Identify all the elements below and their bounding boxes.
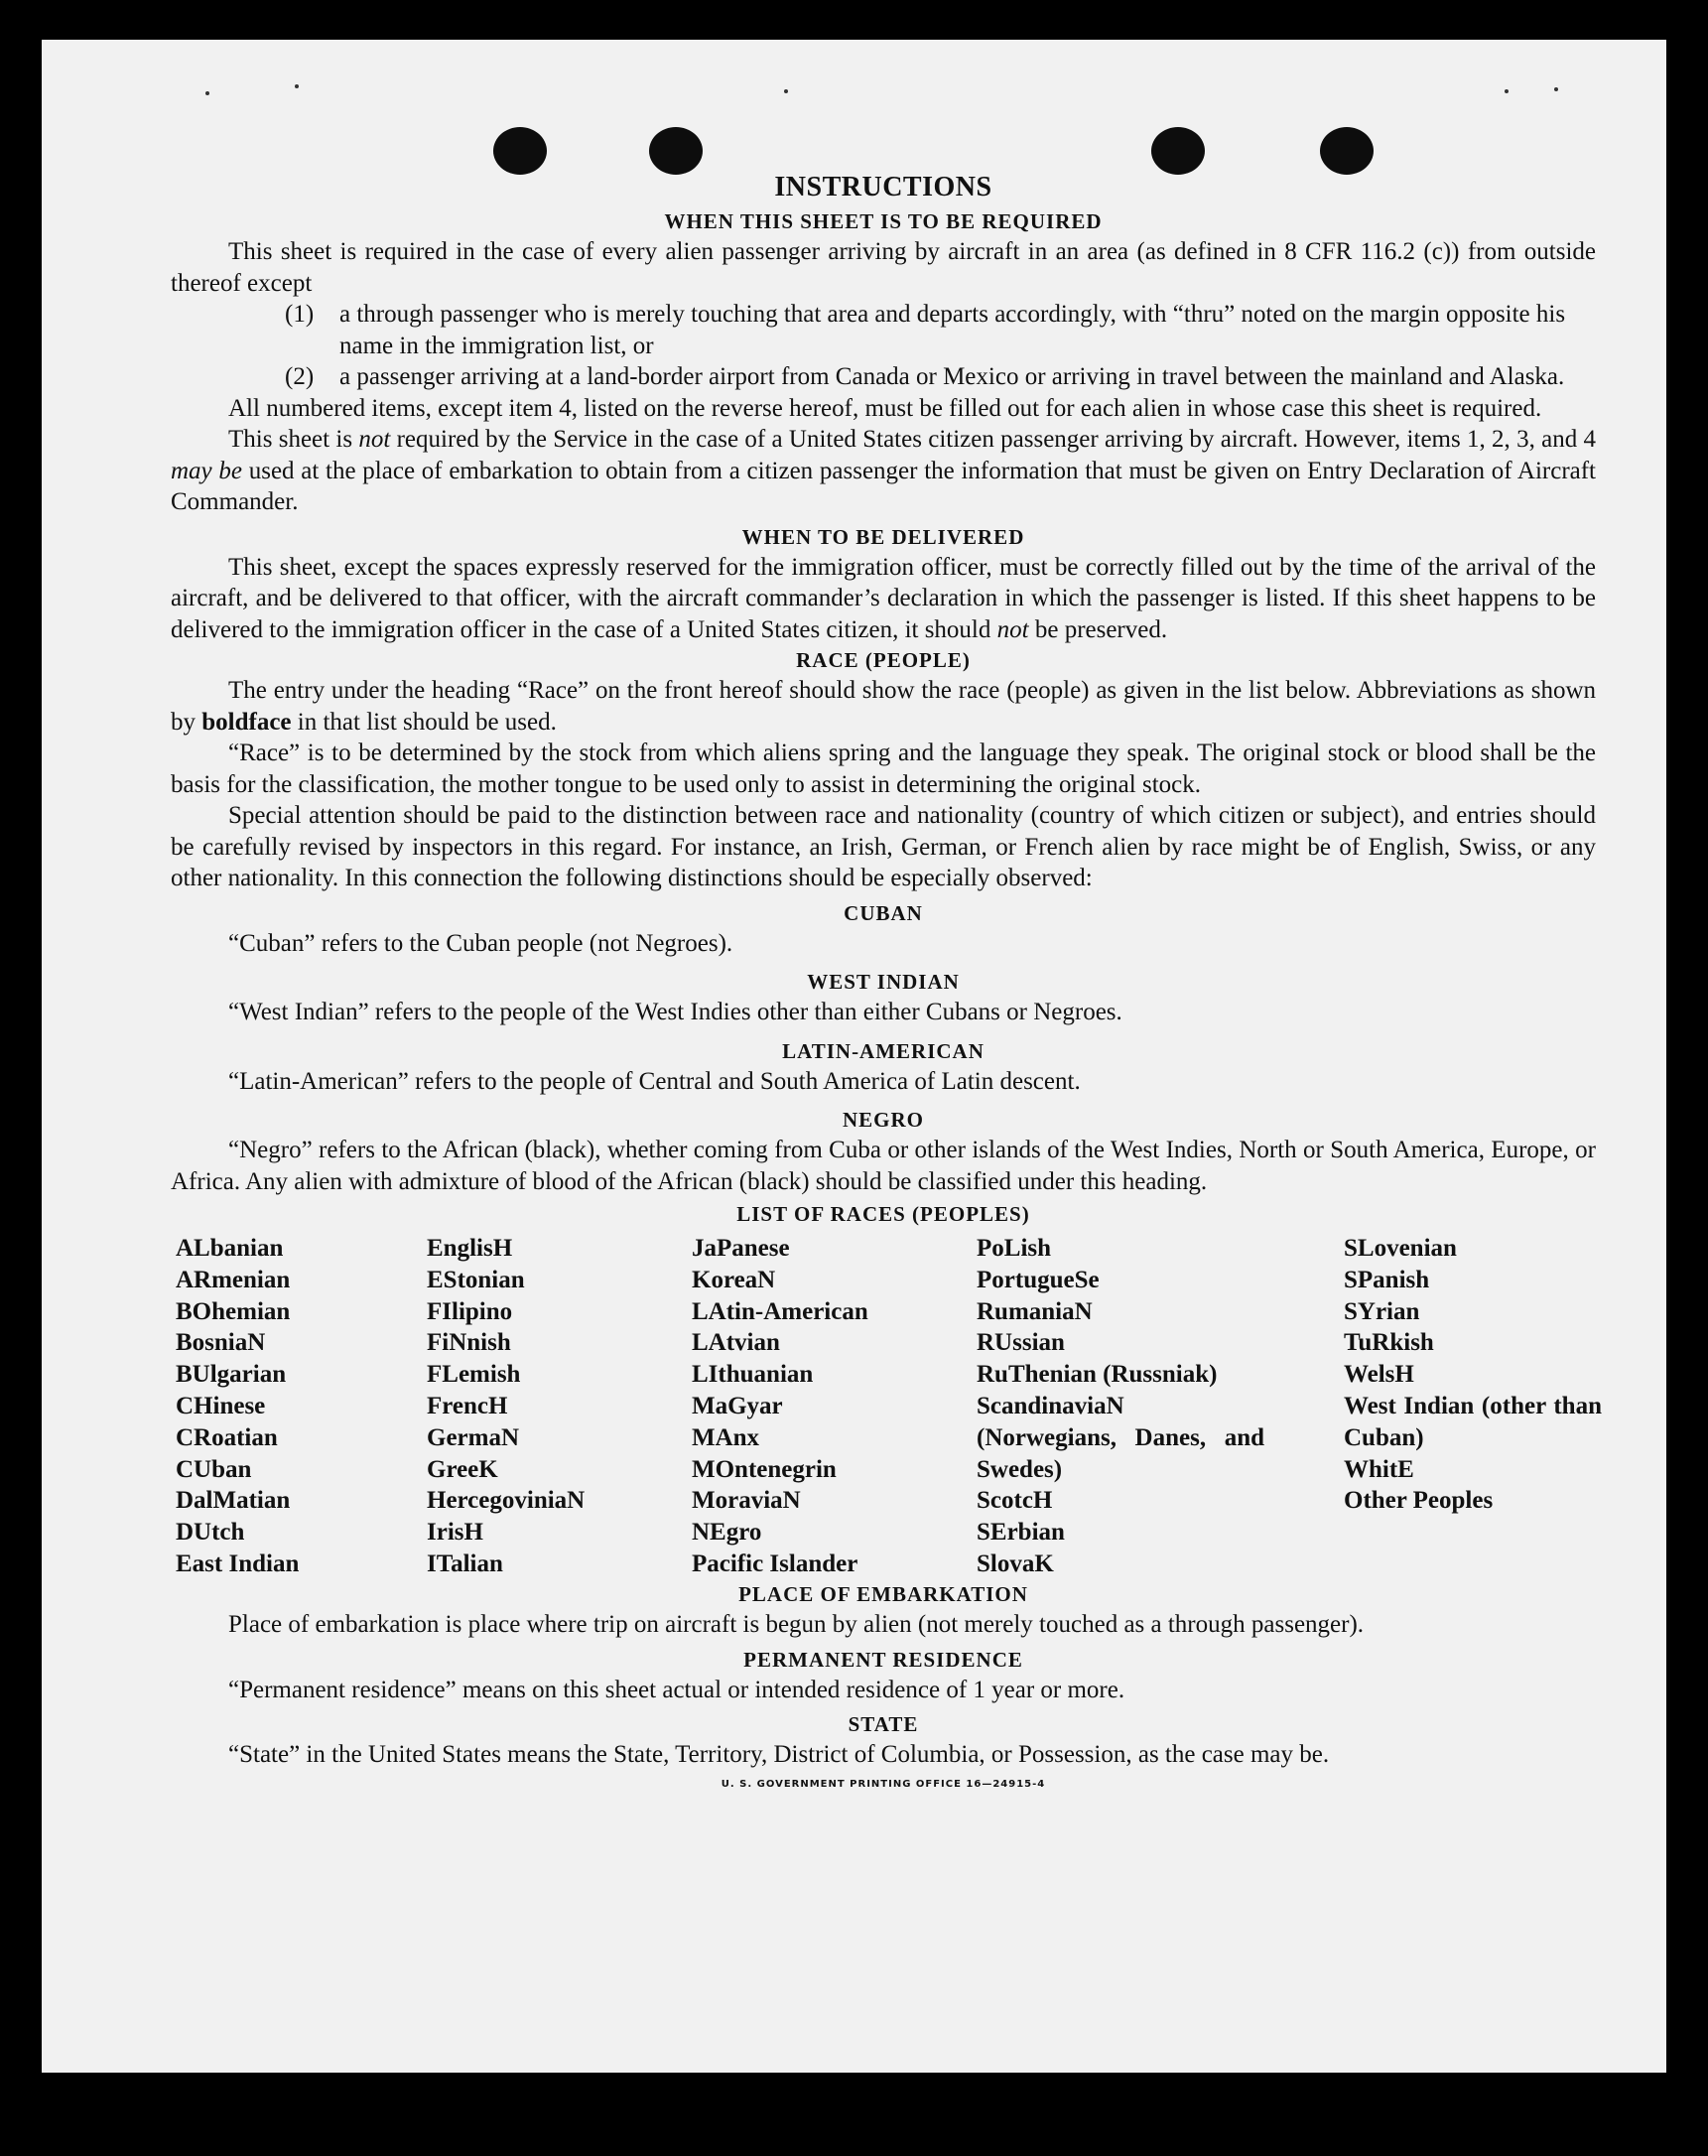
race-entry: FIlipino: [427, 1297, 513, 1325]
race-entry: EStonian: [427, 1266, 525, 1293]
section-heading-races-list: LIST OF RACES (PEOPLES): [736, 1202, 1030, 1226]
race-entry: Other Peoples: [1344, 1487, 1494, 1515]
section-heading-negro: NEGRO: [842, 1108, 924, 1132]
required-items-paragraph: All numbered items, except item 4, listed on the reverse hereof, must be filled out for each alien in whose case this sheet is required.: [228, 394, 1542, 422]
race-entry: CRoatian: [176, 1423, 278, 1451]
speck: [784, 89, 788, 93]
race-entry: DUtch: [176, 1519, 245, 1547]
race-entry: SYrian: [1344, 1297, 1420, 1325]
page-title: INSTRUCTIONS: [774, 172, 992, 202]
punch-hole: [649, 127, 703, 175]
race-paragraph-3: Special attention should be paid to the distinction between race and nationality (country of which citizen or subject), and entries should be carefully revised by inspectors in this regard. For instance, an Irish, German, or French alien by race might be of English, Swiss, or any other nationality. In this connection the following distinctions should be especially observed:: [171, 802, 1596, 891]
section-heading-cuban: CUBAN: [844, 900, 923, 925]
section-heading-delivered: WHEN TO BE DELIVERED: [741, 524, 1025, 549]
exception-number: (1): [285, 301, 315, 328]
race-list: [171, 1233, 1602, 1577]
race-entry: FLemish: [427, 1361, 521, 1389]
instructions-content: [171, 169, 1602, 1790]
race-column: [427, 1233, 585, 1580]
cuban-text: “Cuban” refers to the Cuban people (not Negroes).: [228, 929, 733, 957]
race-entry: ITalian: [427, 1550, 503, 1577]
race-entry: LAtvian: [692, 1329, 780, 1357]
race-entry: LIthuanian: [692, 1361, 814, 1389]
race-entry: PoLish: [977, 1235, 1052, 1262]
race-entry: ScotcH: [977, 1487, 1053, 1515]
race-entry: SErbian: [977, 1519, 1065, 1547]
speck: [1505, 89, 1509, 93]
latin-american-text: “Latin-American” refers to the people of Central and South America of Latin descent.: [228, 1067, 1081, 1095]
exception-item: [171, 361, 1596, 393]
race-entry: RUssian: [977, 1329, 1065, 1357]
section-heading-required: WHEN THIS SHEET IS TO BE REQUIRED: [664, 209, 1103, 233]
italic-run: may be: [171, 457, 242, 484]
exception-text: a passenger arriving at a land-border airport from Canada or Mexico or arriving in travel between the mainland and Alaska.: [339, 363, 1565, 390]
bold-run: boldface: [201, 708, 292, 736]
race-entry: East Indian: [176, 1550, 300, 1577]
text-run: The entry under the heading “Race” on the front hereof should show the race (people) as given in the list below. Abbreviations as shown by: [171, 677, 1596, 736]
text-run: This sheet, except the spaces expressly reserved for the immigration officer, must be correctly filled out by the time of the arrival of the aircraft, and be delivered to that officer, with the aircraft commander’s declaration in which the passenger is listed. If this sheet happens to be delivered to the immigration officer in the case of a United States citizen, it should: [171, 553, 1596, 643]
race-entry: EnglisH: [427, 1235, 513, 1262]
race-entry: HercegoviniaN: [427, 1487, 586, 1515]
race-entry: GreeK: [427, 1455, 498, 1483]
race-entry: RumaniaN: [977, 1297, 1093, 1325]
race-column: [176, 1233, 299, 1580]
race-entry: FiNnish: [427, 1329, 511, 1357]
race-entry: IrisH: [427, 1519, 483, 1547]
required-intro: This sheet is required in the case of every alien passenger arriving by aircraft in an area (as defined in 8 CFR 116.2 (c)) from outside thereof except: [171, 238, 1596, 297]
race-entry: MOntenegrin: [692, 1455, 837, 1483]
section-heading-latin-american: LATIN-AMERICAN: [782, 1038, 985, 1063]
section-heading-residence: PERMANENT RESIDENCE: [743, 1647, 1023, 1672]
race-entry: ARmenian: [176, 1266, 291, 1293]
speck: [1554, 87, 1558, 91]
race-entry: ScandinaviaN (Norwegians, Danes, and Swedes): [977, 1392, 1264, 1483]
race-entry: Pacific Islander: [692, 1550, 858, 1577]
exception-text: a through passenger who is merely touching that area and departs accordingly, with “thru” noted on the margin opposite his name in the immigration list, or: [339, 301, 1566, 359]
state-text: “State” in the United States means the State, Territory, District of Columbia, or Possession, as the case may be.: [228, 1741, 1330, 1768]
race-entry: SlovaK: [977, 1550, 1054, 1577]
form-sheet: [42, 40, 1666, 2073]
text-run: This sheet is: [228, 426, 359, 453]
race-entry: JaPanese: [692, 1235, 790, 1262]
speck: [205, 91, 209, 95]
race-entry: BosniaN: [176, 1329, 266, 1357]
race-entry: West Indian (other than Cuban): [1344, 1392, 1602, 1451]
race-entry: ALbanian: [176, 1235, 284, 1262]
punch-hole: [1320, 127, 1374, 175]
race-column: [692, 1233, 868, 1580]
speck: [295, 84, 299, 88]
race-entry: SLovenian: [1344, 1235, 1457, 1262]
race-entry: MAnx: [692, 1423, 760, 1451]
text-run: required by the Service in the case of a United States citizen passenger arriving by aircraft. However, items 1, 2, 3, and 4: [390, 426, 1596, 453]
race-entry: MoraviaN: [692, 1487, 801, 1515]
section-heading-west-indian: WEST INDIAN: [807, 970, 960, 994]
exception-item: [171, 299, 1596, 361]
race-entry: DalMatian: [176, 1487, 291, 1515]
race-entry: WhitE: [1344, 1455, 1414, 1483]
race-entry: SPanish: [1344, 1266, 1430, 1293]
text-run: used at the place of embarkation to obtain from a citizen passenger the information that must be given on Entry Declaration of Aircraft Commander.: [171, 457, 1597, 515]
printer-imprint: U. S. GOVERNMENT PRINTING OFFICE 16—24915-4: [721, 1778, 1046, 1790]
race-entry: GermaN: [427, 1423, 520, 1451]
text-run: in that list should be used.: [291, 708, 557, 736]
embarkation-text: Place of embarkation is place where trip on aircraft is begun by alien (not merely touched as a through passenger).: [228, 1611, 1365, 1638]
negro-text: “Negro” refers to the African (black), whether coming from Cuba or other islands of the West Indies, North or South America, Europe, or Africa. Any alien with admixture of blood of the African (black) should be classified under this heading.: [171, 1137, 1596, 1195]
section-heading-race: RACE (PEOPLE): [796, 648, 971, 672]
delivered-paragraph: [171, 552, 1596, 646]
west-indian-text: “West Indian” refers to the people of the West Indies other than either Cubans or Negroes.: [228, 999, 1122, 1025]
race-column: [1344, 1233, 1602, 1517]
race-column: [977, 1233, 1264, 1580]
text-run: be preserved.: [1028, 615, 1168, 643]
section-heading-embarkation: PLACE OF EMBARKATION: [738, 1582, 1028, 1606]
italic-run: not: [358, 426, 391, 453]
race-entry: BUlgarian: [176, 1361, 287, 1389]
race-entry: FrencH: [427, 1392, 508, 1419]
exception-number: (2): [285, 363, 315, 390]
residence-text: “Permanent residence” means on this sheet actual or intended residence of 1 year or more.: [228, 1676, 1125, 1703]
race-entry: LAtin-American: [692, 1297, 868, 1325]
race-entry: WelsH: [1344, 1361, 1414, 1389]
punch-hole: [1151, 127, 1205, 175]
punch-hole: [493, 127, 547, 175]
citizen-paragraph: [171, 424, 1596, 518]
race-entry: CHinese: [176, 1392, 266, 1419]
race-entry: PortugueSe: [977, 1266, 1100, 1293]
race-paragraph-2: “Race” is to be determined by the stock from which aliens spring and the language they speak. The original stock or blood shall be the basis for the classification, the mother tongue to be used only to assist in determining the original stock.: [171, 740, 1596, 798]
section-heading-state: STATE: [848, 1712, 919, 1736]
race-entry: CUban: [176, 1455, 252, 1483]
italic-run: not: [996, 615, 1029, 643]
race-entry: RuThenian (Russniak): [977, 1361, 1218, 1389]
race-entry: KoreaN: [692, 1266, 776, 1293]
race-paragraph-1: [171, 675, 1596, 738]
race-entry: TuRkish: [1344, 1329, 1434, 1357]
race-entry: MaGyar: [692, 1392, 783, 1419]
race-entry: NEgro: [692, 1519, 762, 1547]
race-entry: BOhemian: [176, 1297, 291, 1325]
